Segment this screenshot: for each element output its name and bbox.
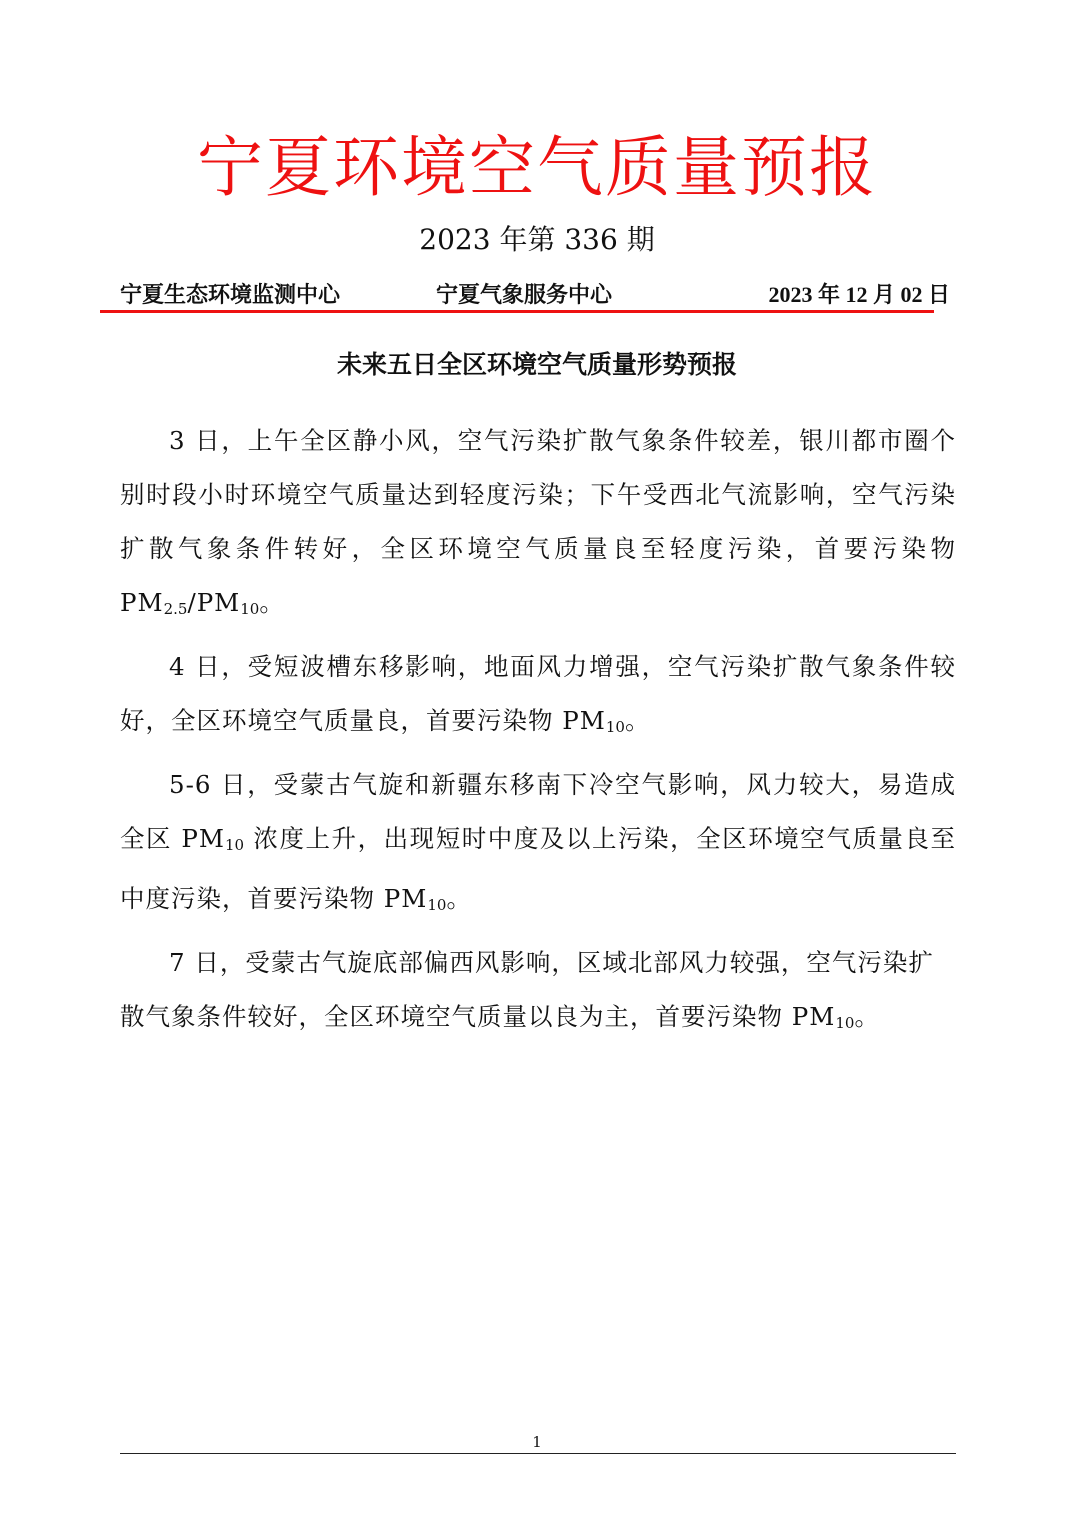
issue-number: 2023 年第 336 期 xyxy=(419,223,655,256)
paragraph-text: 。 xyxy=(624,706,651,735)
red-divider xyxy=(100,310,934,313)
org-monitoring-center: 宁夏生态环境监测中心 xyxy=(120,282,341,307)
section-heading: 未来五日全区环境空气质量形势预报 xyxy=(336,350,737,379)
paragraph-text: 3 日，上午全区静小风，空气污染扩散气象条件较差，银川都市圈个别时段小时环境空气质量达到轻度污染；下午受西北气流影响，空气污染扩散气象条件转好，全区环境空气质量良至轻度污染，首要污染物 PM xyxy=(120,426,956,617)
paragraph-text: 。 xyxy=(854,1002,880,1031)
forecast-paragraph-day7 xyxy=(120,936,956,1050)
footer-divider xyxy=(120,1453,956,1454)
paragraph-text: 浓度上升，出现短时中度及以上污染，全区环境空气质量良至中度污染，首要污染物 PM xyxy=(120,824,956,913)
subscript-text: 10 xyxy=(835,1014,855,1032)
subscript-text: 10 xyxy=(240,600,260,618)
header-org-line xyxy=(120,278,954,312)
paragraph-text: 4 日，受短波槽东移影响，地面风力增强，空气污染扩散气象条件较好，全区环境空气质量良，首要污染物 PM xyxy=(120,652,956,735)
subscript-text: 2.5 xyxy=(163,600,188,618)
paragraph-text: /PM xyxy=(187,588,241,617)
forecast-paragraph-day3 xyxy=(120,414,956,636)
forecast-paragraph-day4 xyxy=(120,640,956,754)
paragraph-text: 5-6 日，受蒙古气旋和新疆东移南下冷空气影响，风力较大，易造成全区 PM xyxy=(120,770,956,853)
paragraph-text: 。 xyxy=(259,588,285,617)
paragraph-text: 。 xyxy=(446,884,472,913)
subscript-text: 10 xyxy=(224,836,245,854)
document-title: 宁夏环境空气质量预报 xyxy=(197,129,877,206)
forecast-paragraph-day5-6 xyxy=(120,758,956,932)
paragraph-text: 7 日，受蒙古气旋底部偏西风影响，区域北部风力较强，空气污染扩散气象条件较好，全区环境空气质量以良为主，首要污染物 PM xyxy=(120,948,934,1031)
publish-date: 2023 年 12 月 02 日 xyxy=(768,282,950,307)
org-weather-service: 宁夏气象服务中心 xyxy=(436,282,613,307)
page-number: 1 xyxy=(532,1433,542,1451)
forecast-body xyxy=(120,414,956,1054)
subscript-text: 10 xyxy=(427,896,447,914)
subscript-text: 10 xyxy=(605,718,625,736)
